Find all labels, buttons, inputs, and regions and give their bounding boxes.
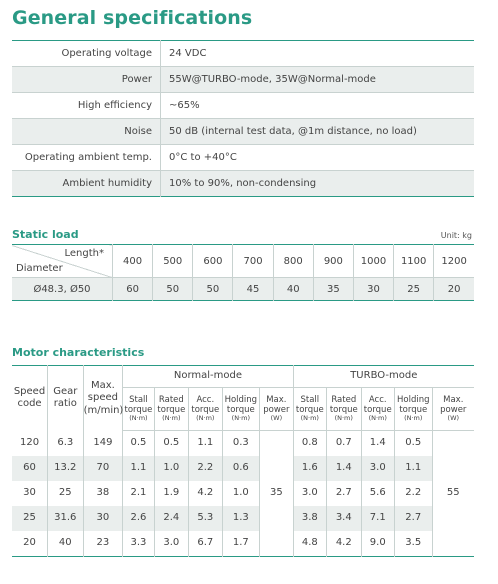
length-header-cell: 600 <box>193 245 233 278</box>
spec-label: Operating voltage <box>12 41 161 67</box>
table-row <box>12 67 474 93</box>
normal-max-power-cell: 35 <box>260 431 293 557</box>
normal-torque-cell: 1.3 <box>222 506 260 531</box>
table-row <box>12 278 474 301</box>
spec-value: 10% to 90%, non-condensing <box>161 171 475 197</box>
turbo-torque-cell: 2.2 <box>394 481 432 506</box>
turbo-mode-header: TURBO-mode <box>293 366 474 388</box>
load-value-cell: 50 <box>153 278 193 301</box>
table-row <box>12 431 474 457</box>
turbo-stall-torque-header: Stall torque (N·m) <box>293 388 326 431</box>
gear-ratio-cell: 40 <box>48 531 84 557</box>
length-label: Length* <box>64 248 104 259</box>
normal-torque-cell: 3.3 <box>123 531 154 557</box>
diameter-label: Diameter <box>16 263 63 274</box>
table-header-row <box>12 245 474 278</box>
normal-torque-cell: 2.4 <box>154 506 188 531</box>
motor-characteristics-table <box>12 365 474 557</box>
diagonal-header-cell <box>12 245 113 278</box>
max-speed-cell: 23 <box>83 531 123 557</box>
speed-code-cell: 20 <box>12 531 48 557</box>
unit-label: Unit: kg <box>440 231 472 240</box>
normal-torque-cell: 2.2 <box>189 456 222 481</box>
turbo-max-power-cell: 55 <box>432 431 474 557</box>
normal-torque-cell: 2.6 <box>123 506 154 531</box>
motor-characteristics-title: Motor characteristics <box>12 346 145 359</box>
turbo-torque-cell: 0.8 <box>293 431 326 457</box>
table-row <box>12 119 474 145</box>
spec-label: Power <box>12 67 161 93</box>
spec-value: 0°C to +40°C <box>161 145 475 171</box>
turbo-torque-cell: 4.8 <box>293 531 326 557</box>
normal-torque-cell: 2.1 <box>123 481 154 506</box>
length-header-cell: 900 <box>313 245 353 278</box>
load-value-cell: 20 <box>434 278 474 301</box>
turbo-torque-cell: 3.8 <box>293 506 326 531</box>
normal-rated-torque-header: Rated torque (N·m) <box>154 388 188 431</box>
turbo-torque-cell: 1.4 <box>361 431 394 457</box>
table-header-row <box>12 366 474 388</box>
gear-ratio-cell: 25 <box>48 481 84 506</box>
turbo-torque-cell: 2.7 <box>394 506 432 531</box>
normal-torque-cell: 0.5 <box>123 431 154 457</box>
turbo-torque-cell: 9.0 <box>361 531 394 557</box>
speed-code-cell: 120 <box>12 431 48 457</box>
turbo-max-power-header: Max. power (W) <box>432 388 474 431</box>
spec-label: Noise <box>12 119 161 145</box>
normal-stall-torque-header: Stall torque (N·m) <box>123 388 154 431</box>
normal-torque-cell: 1.1 <box>189 431 222 457</box>
normal-holding-torque-header: Holding torque (N·m) <box>222 388 260 431</box>
normal-torque-cell: 6.7 <box>189 531 222 557</box>
load-value-cell: 40 <box>273 278 313 301</box>
length-header-cell: 1200 <box>434 245 474 278</box>
length-header-cell: 400 <box>113 245 153 278</box>
spec-value: 50 dB (internal test data, @1m distance, no load) <box>161 119 475 145</box>
gear-ratio-header: Gear ratio <box>48 366 84 431</box>
table-row <box>12 171 474 197</box>
load-value-cell: 45 <box>233 278 273 301</box>
static-load-table <box>12 244 474 301</box>
speed-code-header: Speed code <box>12 366 48 431</box>
spec-value: 55W@TURBO-mode, 35W@Normal-mode <box>161 67 475 93</box>
length-header-cell: 500 <box>153 245 193 278</box>
turbo-torque-cell: 1.1 <box>394 456 432 481</box>
gear-ratio-cell: 31.6 <box>48 506 84 531</box>
normal-torque-cell: 0.3 <box>222 431 260 457</box>
normal-torque-cell: 1.9 <box>154 481 188 506</box>
turbo-torque-cell: 2.7 <box>327 481 361 506</box>
turbo-torque-cell: 1.4 <box>327 456 361 481</box>
normal-torque-cell: 0.6 <box>222 456 260 481</box>
spec-label: High efficiency <box>12 93 161 119</box>
length-header-cell: 1000 <box>353 245 393 278</box>
spec-value: ~65% <box>161 93 475 119</box>
turbo-holding-torque-header: Holding torque (N·m) <box>394 388 432 431</box>
spec-label: Ambient humidity <box>12 171 161 197</box>
normal-torque-cell: 1.7 <box>222 531 260 557</box>
normal-torque-cell: 5.3 <box>189 506 222 531</box>
max-speed-header: Max. speed (m/min) <box>83 366 123 431</box>
turbo-torque-cell: 3.4 <box>327 506 361 531</box>
turbo-torque-cell: 3.5 <box>394 531 432 557</box>
length-header-cell: 700 <box>233 245 273 278</box>
speed-code-cell: 30 <box>12 481 48 506</box>
spec-label: Operating ambient temp. <box>12 145 161 171</box>
table-row <box>12 506 474 531</box>
turbo-torque-cell: 3.0 <box>361 456 394 481</box>
turbo-torque-cell: 5.6 <box>361 481 394 506</box>
load-value-cell: 30 <box>353 278 393 301</box>
max-speed-cell: 30 <box>83 506 123 531</box>
normal-mode-header: Normal-mode <box>123 366 293 388</box>
table-row <box>12 456 474 481</box>
table-row <box>12 481 474 506</box>
table-row <box>12 145 474 171</box>
spec-value: 24 VDC <box>161 41 475 67</box>
turbo-acc-torque-header: Acc. torque (N·m) <box>361 388 394 431</box>
turbo-torque-cell: 0.7 <box>327 431 361 457</box>
normal-torque-cell: 1.0 <box>154 456 188 481</box>
normal-torque-cell: 0.5 <box>154 431 188 457</box>
normal-max-power-header: Max. power (W) <box>260 388 293 431</box>
length-header-cell: 800 <box>273 245 313 278</box>
page-title: General specifications <box>12 7 253 29</box>
gear-ratio-cell: 13.2 <box>48 456 84 481</box>
row-label: Ø48.3, Ø50 <box>12 278 113 301</box>
length-header-cell: 1100 <box>394 245 434 278</box>
speed-code-cell: 25 <box>12 506 48 531</box>
load-value-cell: 60 <box>113 278 153 301</box>
table-row <box>12 93 474 119</box>
normal-torque-cell: 1.1 <box>123 456 154 481</box>
turbo-torque-cell: 7.1 <box>361 506 394 531</box>
load-value-cell: 50 <box>193 278 233 301</box>
load-value-cell: 25 <box>394 278 434 301</box>
normal-torque-cell: 3.0 <box>154 531 188 557</box>
normal-torque-cell: 1.0 <box>222 481 260 506</box>
table-row <box>12 531 474 557</box>
normal-torque-cell: 4.2 <box>189 481 222 506</box>
turbo-rated-torque-header: Rated torque (N·m) <box>327 388 361 431</box>
general-specifications-table <box>12 40 474 197</box>
max-speed-cell: 149 <box>83 431 123 457</box>
max-speed-cell: 70 <box>83 456 123 481</box>
static-load-title: Static load <box>12 228 79 241</box>
turbo-torque-cell: 3.0 <box>293 481 326 506</box>
turbo-torque-cell: 0.5 <box>394 431 432 457</box>
turbo-torque-cell: 4.2 <box>327 531 361 557</box>
table-row <box>12 41 474 67</box>
load-value-cell: 35 <box>313 278 353 301</box>
gear-ratio-cell: 6.3 <box>48 431 84 457</box>
speed-code-cell: 60 <box>12 456 48 481</box>
max-speed-cell: 38 <box>83 481 123 506</box>
normal-acc-torque-header: Acc. torque (N·m) <box>189 388 222 431</box>
turbo-torque-cell: 1.6 <box>293 456 326 481</box>
